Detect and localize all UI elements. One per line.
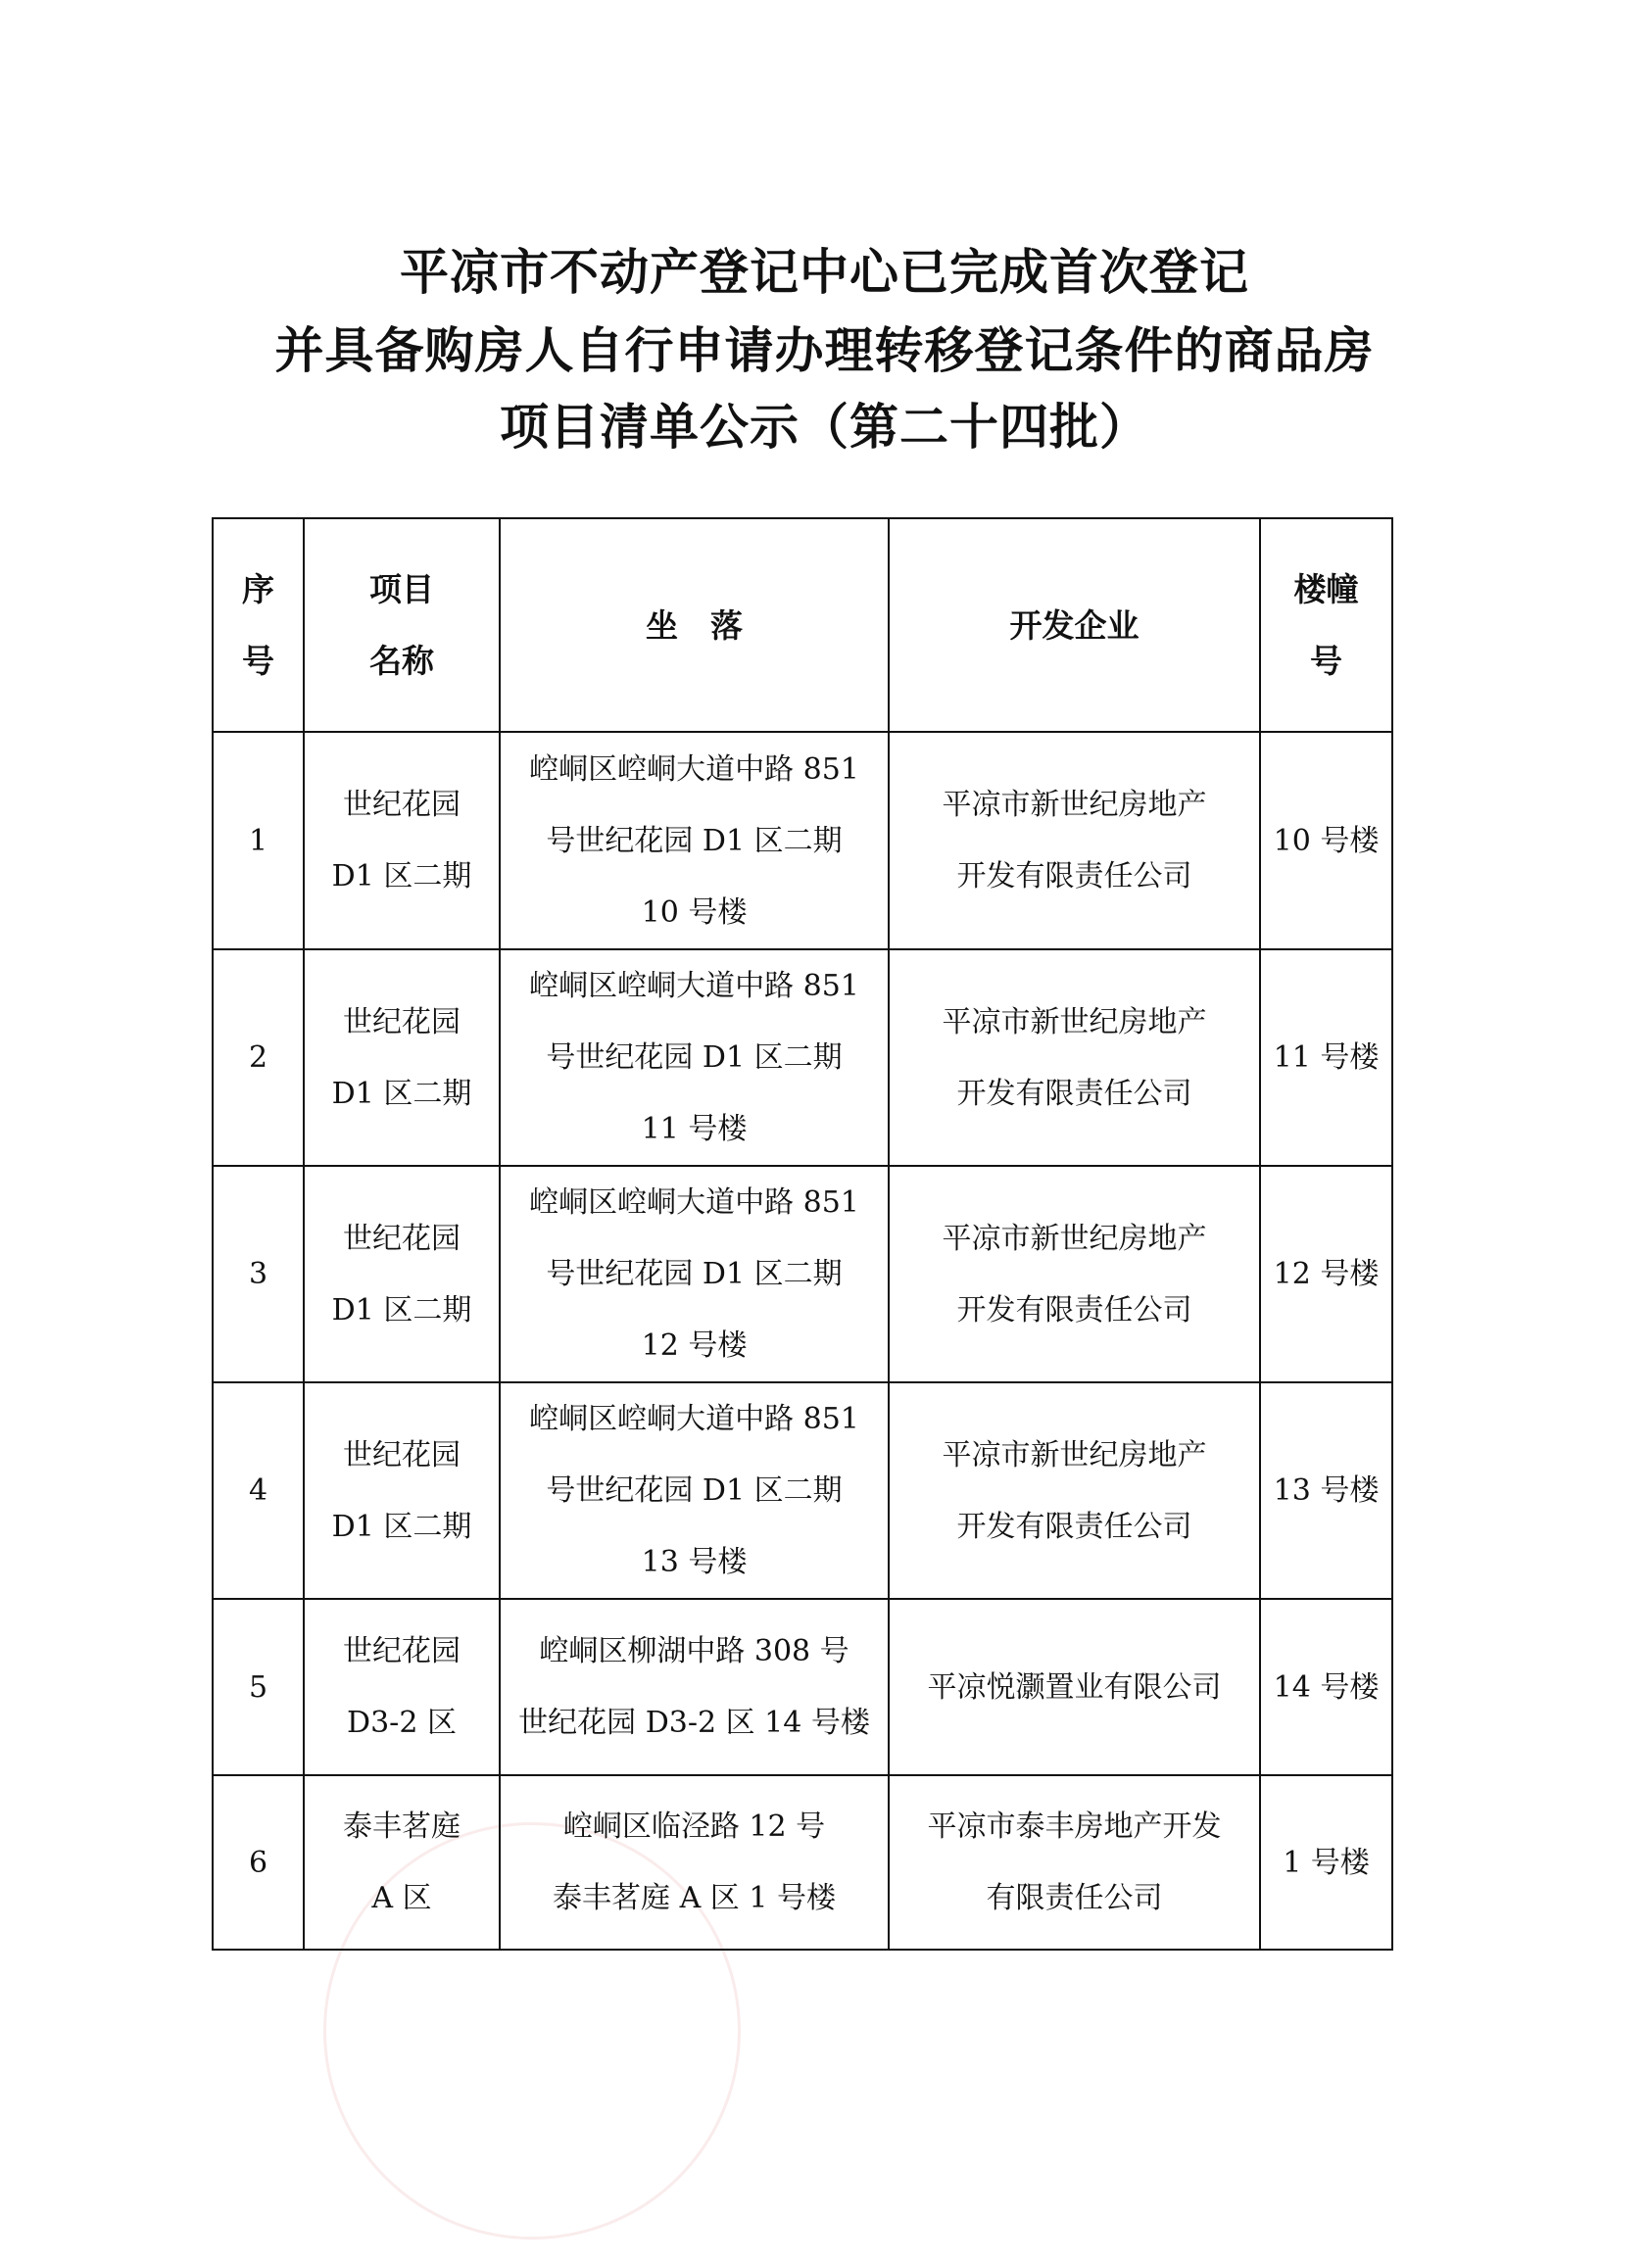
location: [500, 732, 889, 949]
developer-line: 开发有限责任公司: [956, 1292, 1192, 1327]
table-row: [213, 1599, 1392, 1775]
developer-line: 平凉市新世纪房地产: [942, 1437, 1207, 1472]
building-number: 12 号楼: [1260, 1166, 1392, 1382]
developer: [889, 949, 1260, 1166]
project-name: [304, 1382, 500, 1599]
header-building: [1260, 518, 1392, 732]
header-text: 坐 落: [646, 605, 743, 645]
developer: [889, 1166, 1260, 1382]
building-number: 1 号楼: [1260, 1775, 1392, 1950]
location-line: 11 号楼: [641, 1112, 748, 1146]
location-line: 崆峒区临泾路 12 号: [562, 1810, 826, 1844]
developer-line: 平凉市新世纪房地产: [942, 1004, 1207, 1039]
table-row: [213, 1775, 1392, 1950]
developer-line: 平凉悦灏置业有限公司: [927, 1669, 1222, 1705]
developer: [889, 732, 1260, 949]
location-line: 崆峒区崆峒大道中路 851: [529, 751, 859, 787]
project-name-line: D1 区二期: [331, 859, 472, 893]
project-name-line: D1 区二期: [331, 1076, 472, 1111]
developer-line: 有限责任公司: [986, 1881, 1163, 1915]
developer: [889, 1382, 1260, 1599]
serial-number: 3: [213, 1166, 304, 1382]
project-name-line: D3-2 区: [347, 1706, 457, 1740]
project-name-line: D1 区二期: [331, 1292, 472, 1327]
table-row: [213, 732, 1392, 949]
developer: [889, 1775, 1260, 1950]
header-text: 开发企业: [1009, 605, 1140, 645]
location-line: 泰丰茗庭 A 区 1 号楼: [553, 1881, 836, 1915]
location-line: 10 号楼: [641, 894, 748, 930]
project-list-table: [212, 517, 1393, 1951]
document-title-line-1: 平凉市不动产登记中心已完成首次登记: [400, 244, 1249, 301]
location-line: 12 号楼: [641, 1328, 748, 1363]
developer: [889, 1599, 1260, 1775]
header-text: 名称: [369, 642, 434, 680]
serial-number: 6: [213, 1775, 304, 1950]
location-line: 崆峒区崆峒大道中路 851: [529, 1185, 859, 1220]
project-name: [304, 1775, 500, 1950]
project-name-line: 世纪花园: [343, 1634, 461, 1668]
project-name-line: 世纪花园: [343, 1221, 461, 1256]
project-name-line: 世纪花园: [343, 1004, 461, 1039]
project-name: [304, 1166, 500, 1382]
location-line: 崆峒区崆峒大道中路 851: [529, 1402, 859, 1436]
serial-number: 1: [213, 732, 304, 949]
location-line: 崆峒区柳湖中路 308 号: [539, 1634, 849, 1668]
table-row: [213, 1166, 1392, 1382]
project-name-line: A 区: [371, 1881, 432, 1915]
project-name-line: D1 区二期: [331, 1509, 472, 1544]
building-number: 14 号楼: [1260, 1599, 1392, 1775]
building-number: 13 号楼: [1260, 1382, 1392, 1599]
developer-line: 开发有限责任公司: [956, 859, 1192, 893]
developer-line: 开发有限责任公司: [956, 1076, 1192, 1111]
location: [500, 1599, 889, 1775]
location-line: 号世纪花园 D1 区二期: [546, 823, 843, 858]
header-project-name: [304, 518, 500, 732]
project-name-line: 世纪花园: [343, 1437, 461, 1472]
table-header-row: [213, 518, 1392, 732]
location-line: 崆峒区崆峒大道中路 851: [529, 969, 859, 1003]
building-number: 10 号楼: [1260, 732, 1392, 949]
header-text: 序: [242, 570, 274, 608]
location-line: 号世纪花园 D1 区二期: [546, 1257, 843, 1291]
developer-line: 平凉市泰丰房地产开发: [927, 1810, 1222, 1844]
building-number: 11 号楼: [1260, 949, 1392, 1166]
location-line: 号世纪花园 D1 区二期: [546, 1473, 843, 1508]
serial-number: 5: [213, 1599, 304, 1775]
header-location: [500, 518, 889, 732]
location: [500, 949, 889, 1166]
location: [500, 1166, 889, 1382]
location: [500, 1775, 889, 1950]
developer-line: 平凉市新世纪房地产: [942, 1221, 1207, 1256]
header-text: 项目: [369, 570, 434, 608]
location-line: 13 号楼: [641, 1545, 748, 1579]
serial-number: 2: [213, 949, 304, 1166]
location-line: 世纪花园 D3-2 区 14 号楼: [518, 1706, 870, 1740]
developer-line: 开发有限责任公司: [956, 1509, 1192, 1544]
header-text: 号: [242, 642, 274, 680]
serial-number: 4: [213, 1382, 304, 1599]
header-text: 楼幢: [1293, 570, 1359, 608]
table-row: [213, 949, 1392, 1166]
project-name: [304, 732, 500, 949]
developer-line: 平凉市新世纪房地产: [942, 788, 1207, 822]
project-name-line: 泰丰茗庭: [343, 1810, 461, 1844]
project-name: [304, 949, 500, 1166]
location-line: 号世纪花园 D1 区二期: [546, 1040, 843, 1075]
header-text: 号: [1310, 642, 1342, 680]
project-name-line: 世纪花园: [343, 788, 461, 822]
location: [500, 1382, 889, 1599]
table-row: [213, 1382, 1392, 1599]
header-developer: [889, 518, 1260, 732]
header-serial: [213, 518, 304, 732]
document-title-line-3: 项目清单公示（第二十四批）: [500, 399, 1149, 456]
project-name: [304, 1599, 500, 1775]
document-title-line-2: 并具备购房人自行申请办理转移登记条件的商品房: [274, 322, 1375, 379]
